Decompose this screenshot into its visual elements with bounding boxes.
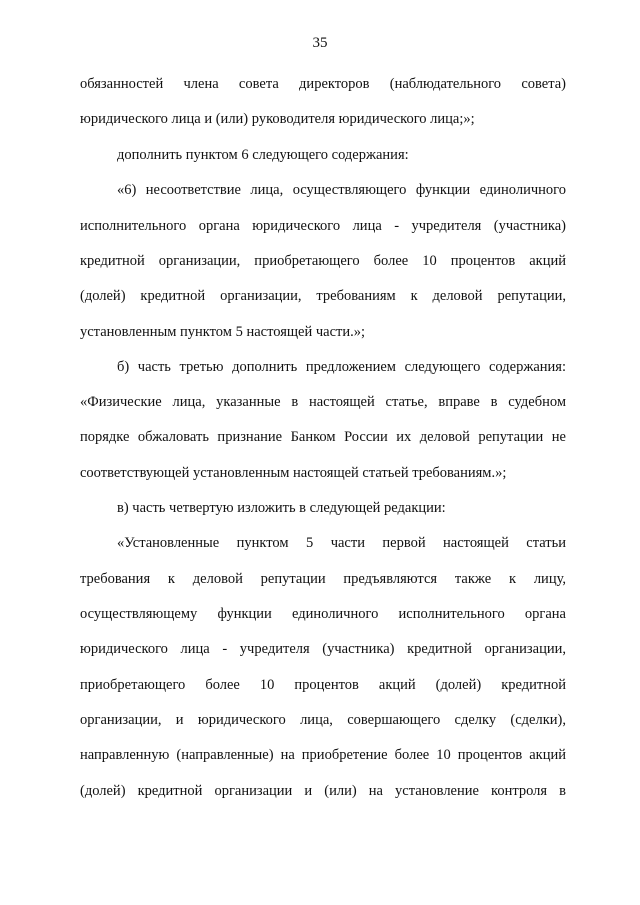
text-line: направленную (направленные) на приобретение более 10 процентов акций (80, 747, 566, 763)
text-line: «Физические лица, указанные в настоящей статье, вправе в судебном (80, 394, 566, 410)
text-line: кредитной организации, приобретающего более 10 процентов акций (80, 253, 566, 269)
text-line: порядке обжаловать признание Банком России их деловой репутации не (80, 429, 566, 445)
text-line: организации, и юридического лица, совершающего сделку (сделки), (80, 712, 566, 728)
text-line: осуществляющему функции единоличного исполнительного органа (80, 606, 566, 622)
text-line: требования к деловой репутации предъявляются также к лицу, (80, 571, 566, 587)
text-line: обязанностей члена совета директоров (наблюдательного совета) (80, 76, 566, 92)
text-line: юридического лица и (или) руководителя юридического лица;»; (80, 111, 475, 127)
text-line: приобретающего более 10 процентов акций (долей) кредитной (80, 677, 566, 693)
text-line: в) часть четвертую изложить в следующей редакции: (117, 500, 446, 516)
text-line: (долей) кредитной организации и (или) на установление контроля в (80, 783, 566, 799)
text-line: «Установленные пунктом 5 части первой настоящей статьи (117, 535, 566, 551)
text-line: исполнительного органа юридического лица - учредителя (участника) (80, 218, 566, 234)
text-line: дополнить пунктом 6 следующего содержания: (117, 147, 409, 163)
text-line: (долей) кредитной организации, требованиям к деловой репутации, (80, 288, 566, 304)
text-line: б) часть третью дополнить предложением следующего содержания: (117, 359, 566, 375)
text-line: соответствующей установленным настоящей статьей требованиям.»; (80, 465, 507, 481)
text-line: юридического лица - учредителя (участника) кредитной организации, (80, 641, 566, 657)
page-number: 35 (312, 35, 328, 51)
text-line: установленным пунктом 5 настоящей части.»; (80, 324, 366, 340)
text-line: «6) несоответствие лица, осуществляющего функции единоличного (117, 182, 566, 198)
